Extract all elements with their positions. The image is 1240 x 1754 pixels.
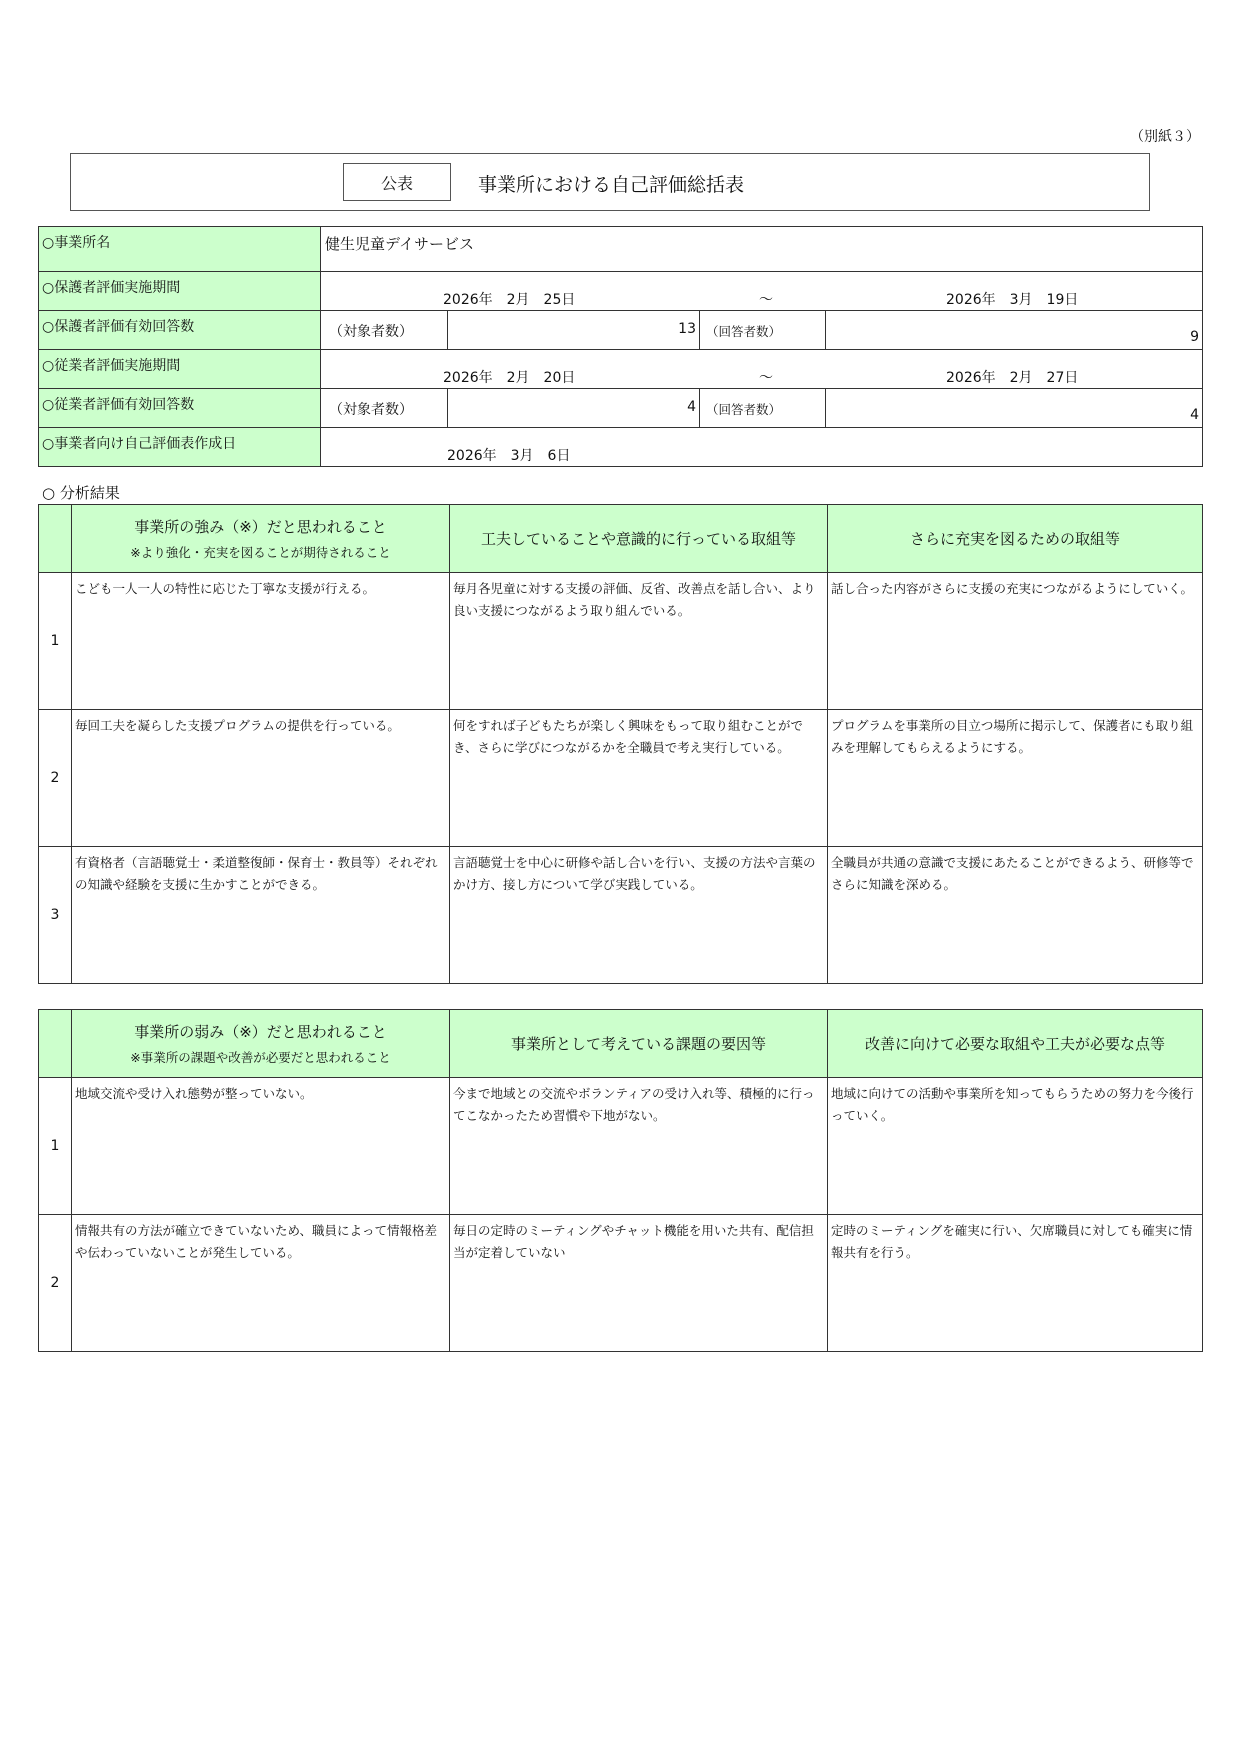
guardian-period-end: 2026年 3月 19日 xyxy=(946,292,1079,308)
strength-text: こども一人一人の特性に応じた丁寧な支援が行える。 xyxy=(72,573,450,710)
strength-improvement: 全職員が共通の意識で支援にあたることができるよう、研修等でさらに知識を深める。 xyxy=(828,847,1203,984)
period-tilde: ～ xyxy=(759,292,773,308)
table-row xyxy=(39,847,1203,984)
weakness-cause: 毎日の定時のミーティングやチャット機能を用いた共有、配信担当が定着していない xyxy=(450,1215,828,1352)
guardian-answers: 9 xyxy=(1190,329,1200,345)
strength-improvement: プログラムを事業所の目立つ場所に掲示して、保護者にも取り組みを理解してもらえるようにする。 xyxy=(828,710,1203,847)
weakness-text: 地域交流や受け入れ態勢が整っていない。 xyxy=(72,1078,450,1215)
strengths-num-header xyxy=(39,505,72,573)
weaknesses-table xyxy=(38,1009,1203,1352)
weakness-text: 情報共有の方法が確立できていないため、職員によって情報格差や伝わっていないことが発生している。 xyxy=(72,1215,450,1352)
strengths-col2-title: 工夫していることや意識的に行っている取組等 xyxy=(480,530,796,548)
created-date-label: ○事業者向け自己評価表作成日 xyxy=(39,428,321,467)
appendix-label: （別紙３） xyxy=(1130,129,1200,145)
staff-period-start: 2026年 2月 20日 xyxy=(443,370,576,386)
row-number: 1 xyxy=(39,1078,72,1215)
weaknesses-col2-title: 事業所として考えている課題の要因等 xyxy=(510,1035,766,1053)
staff-answers-cell xyxy=(826,389,1203,428)
facility-name: 健生児童デイサービス xyxy=(321,227,1203,272)
public-label: 公表 xyxy=(343,163,451,201)
strengths-col2-header xyxy=(450,505,828,573)
strength-improvement: 話し合った内容がさらに支援の充実につながるようにしていく。 xyxy=(828,573,1203,710)
row-number: 2 xyxy=(39,710,72,847)
info-table xyxy=(38,226,1203,467)
guardian-period xyxy=(321,272,1203,311)
guardian-target-cell xyxy=(448,311,700,350)
weaknesses-num-header xyxy=(39,1010,72,1078)
target-label: （対象者数） xyxy=(329,402,413,418)
answer-label: （回答者数） xyxy=(706,402,782,417)
staff-answer-label-cell xyxy=(700,389,826,428)
staff-period xyxy=(321,350,1203,389)
target-label: （対象者数） xyxy=(329,324,413,340)
strength-effort: 言語聴覚士を中心に研修や話し合いを行い、支援の方法や言葉のかけ方、接し方について学び実践している。 xyxy=(450,847,828,984)
staff-target-cell xyxy=(448,389,700,428)
strengths-col1-title: 事業所の強み（※）だと思われること xyxy=(134,518,387,536)
guardian-target: 13 xyxy=(678,321,696,337)
table-row xyxy=(39,710,1203,847)
weaknesses-col1-header xyxy=(72,1010,450,1078)
row-number: 3 xyxy=(39,847,72,984)
weakness-improvement: 定時のミーティングを確実に行い、欠席職員に対しても確実に情報共有を行う。 xyxy=(828,1215,1203,1352)
facility-name-label: ○事業所名 xyxy=(39,227,321,272)
staff-period-end: 2026年 2月 27日 xyxy=(946,370,1079,386)
staff-target: 4 xyxy=(687,399,696,415)
strength-effort: 何をすれば子どもたちが楽しく興味をもって取り組むことができ、さらに学びにつながるかを全職員で考え実行している。 xyxy=(450,710,828,847)
staff-period-label: ○従業者評価実施期間 xyxy=(39,350,321,389)
period-tilde: ～ xyxy=(759,370,773,386)
guardian-period-start: 2026年 2月 25日 xyxy=(443,292,576,308)
weakness-cause: 今まで地域との交流やボランティアの受け入れ等、積極的に行ってこなかったため習慣や下地がない。 xyxy=(450,1078,828,1215)
strengths-col1-note: ※より強化・充実を図ることが期待されること xyxy=(130,545,391,560)
weaknesses-col1-title: 事業所の弱み（※）だと思われること xyxy=(134,1023,387,1041)
weaknesses-col2-header xyxy=(450,1010,828,1078)
created-date: 2026年 3月 6日 xyxy=(447,448,571,464)
answer-label: （回答者数） xyxy=(706,324,782,339)
table-row xyxy=(39,1215,1203,1352)
strengths-table xyxy=(38,504,1203,984)
table-row xyxy=(39,1078,1203,1215)
page-title: 事業所における自己評価総括表 xyxy=(478,174,745,196)
strengths-col3-title: さらに充実を図るための取組等 xyxy=(909,530,1120,548)
strengths-col1-header xyxy=(72,505,450,573)
guardian-answers-cell xyxy=(826,311,1203,350)
guardian-answers-label: ○保護者評価有効回答数 xyxy=(39,311,321,350)
weaknesses-col1-note: ※事業所の課題や改善が必要だと思われること xyxy=(130,1050,391,1065)
row-number: 1 xyxy=(39,573,72,710)
created-date-cell xyxy=(321,428,1203,467)
strength-effort: 毎月各児童に対する支援の評価、反省、改善点を話し合い、より良い支援につながるよう取り組んでいる。 xyxy=(450,573,828,710)
staff-target-label-cell xyxy=(321,389,448,428)
analysis-title: ○ 分析結果 xyxy=(42,484,120,502)
strength-text: 有資格者（言語聴覚士・柔道整復師・保育士・教員等）それぞれの知識や経験を支援に生かすことができる。 xyxy=(72,847,450,984)
row-number: 2 xyxy=(39,1215,72,1352)
strength-text: 毎回工夫を凝らした支援プログラムの提供を行っている。 xyxy=(72,710,450,847)
table-row xyxy=(39,573,1203,710)
guardian-target-label-cell xyxy=(321,311,448,350)
weakness-improvement: 地域に向けての活動や事業所を知ってもらうための努力を今後行っていく。 xyxy=(828,1078,1203,1215)
weaknesses-col3-title: 改善に向けて必要な取組や工夫が必要な点等 xyxy=(864,1035,1165,1053)
guardian-period-label: ○保護者評価実施期間 xyxy=(39,272,321,311)
staff-answers-label: ○従業者評価有効回答数 xyxy=(39,389,321,428)
strengths-col3-header xyxy=(828,505,1203,573)
weaknesses-col3-header xyxy=(828,1010,1203,1078)
staff-answers: 4 xyxy=(1190,407,1200,423)
guardian-answer-label-cell xyxy=(700,311,826,350)
